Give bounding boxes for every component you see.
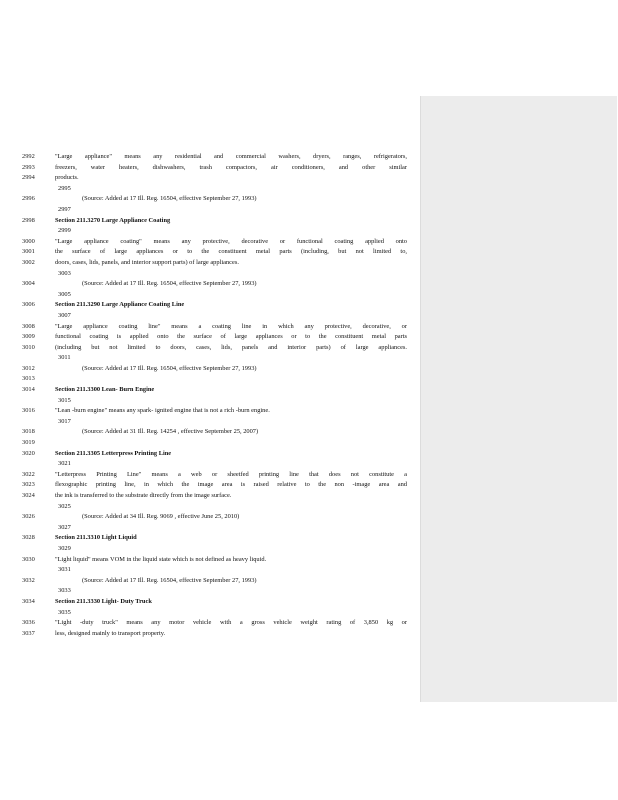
line-text: "Letterpress Printing Line" means a web or sheetfed printing line that does not constitute a bbox=[55, 470, 407, 478]
line-number: 3019 bbox=[22, 439, 35, 447]
document-line bbox=[22, 544, 408, 555]
section-heading: Section 211.3305 Letterpress Printing Line bbox=[55, 449, 172, 457]
line-text: (Source: Added at 17 Ill. Reg. 16504, effective September 27, 1993) bbox=[82, 280, 257, 288]
document-line bbox=[22, 396, 408, 407]
document-line bbox=[22, 353, 408, 364]
line-number: 3001 bbox=[22, 248, 35, 256]
line-text: 3011 bbox=[58, 354, 71, 362]
line-number: 3009 bbox=[22, 333, 35, 341]
document-line bbox=[22, 311, 408, 322]
line-text: less, designed mainly to transport property. bbox=[55, 629, 166, 637]
line-text: (Source: Added at 34 Ill. Reg. 9069 , effective June 25, 2010) bbox=[82, 513, 240, 521]
line-text: (Source: Added at 17 Ill. Reg. 16504, effective September 27, 1993) bbox=[82, 364, 257, 372]
document-line bbox=[22, 279, 408, 290]
line-text: products. bbox=[55, 174, 79, 182]
line-number: 3008 bbox=[22, 322, 35, 330]
document-line bbox=[22, 618, 408, 629]
document-line bbox=[22, 184, 408, 195]
line-text: 3029 bbox=[58, 544, 71, 552]
document-line bbox=[22, 512, 408, 523]
line-text: 3007 bbox=[58, 311, 71, 319]
document-line bbox=[22, 586, 408, 597]
document-line bbox=[22, 576, 408, 587]
line-text: the ink is transferred to the substrate directly from the image surface. bbox=[55, 492, 232, 499]
document-line bbox=[22, 269, 408, 280]
line-number: 3026 bbox=[22, 513, 35, 521]
document-line bbox=[22, 152, 408, 163]
document-line bbox=[22, 163, 408, 174]
line-text: 3033 bbox=[58, 587, 71, 595]
document-line bbox=[22, 237, 408, 248]
line-number: 3030 bbox=[22, 555, 35, 563]
document-line bbox=[22, 565, 408, 576]
line-text: "Large appliance coating" means any protective, decorative or functional coating applied onto bbox=[55, 237, 407, 245]
line-text: 2999 bbox=[58, 227, 71, 235]
line-number: 3022 bbox=[22, 470, 35, 478]
section-heading: Section 211.3310 Light Liquid bbox=[55, 534, 137, 542]
line-text: "Light -duty truck" means any motor vehicle with a gross vehicle weight rating of 3,850 kg or bbox=[55, 619, 407, 627]
document-line bbox=[22, 258, 408, 269]
document-line bbox=[22, 226, 408, 237]
document-line bbox=[22, 343, 408, 354]
line-number: 3036 bbox=[22, 619, 35, 627]
line-text: 3025 bbox=[58, 502, 71, 510]
line-text: 3027 bbox=[58, 523, 71, 531]
section-heading-line bbox=[22, 597, 408, 608]
line-number: 3020 bbox=[22, 449, 35, 457]
document-line bbox=[22, 364, 408, 375]
document-line bbox=[22, 629, 408, 640]
document-line bbox=[22, 555, 408, 566]
line-number: 3002 bbox=[22, 258, 35, 266]
line-number: 2992 bbox=[22, 153, 35, 160]
line-text: "Lean -burn engine" means any spark- ignited engine that is not a rich -burn engine. bbox=[55, 407, 270, 415]
document-line bbox=[22, 406, 408, 417]
document-line bbox=[22, 459, 408, 470]
document-line bbox=[22, 290, 408, 301]
line-text: doors, cases, lids, panels, and interior support parts) of large appliances. bbox=[55, 258, 239, 266]
document-line bbox=[22, 205, 408, 216]
line-number: 3034 bbox=[22, 597, 35, 605]
line-number: 3018 bbox=[22, 428, 35, 436]
line-number: 3004 bbox=[22, 280, 35, 288]
line-number: 3006 bbox=[22, 301, 35, 309]
document-line bbox=[22, 332, 408, 343]
line-text: (Source: Added at 17 Ill. Reg. 16504, effective September 27, 1993) bbox=[82, 195, 257, 203]
line-text: 3005 bbox=[58, 290, 71, 298]
line-number: 2996 bbox=[22, 195, 35, 203]
line-text: 2997 bbox=[58, 205, 71, 213]
document-line bbox=[22, 322, 408, 333]
section-heading-line bbox=[22, 216, 408, 227]
section-heading-line bbox=[22, 385, 408, 396]
line-number: 2993 bbox=[22, 163, 35, 171]
document-line bbox=[22, 523, 408, 534]
document-body bbox=[22, 152, 408, 639]
line-text: "Light liquid" means VOM in the liquid state which is not defined as heavy liquid. bbox=[55, 555, 267, 563]
line-text: 3003 bbox=[58, 269, 71, 277]
line-number: 2994 bbox=[22, 174, 35, 182]
document-line bbox=[22, 173, 408, 184]
document-line bbox=[22, 247, 408, 258]
line-number: 3000 bbox=[22, 237, 35, 245]
line-number: 3016 bbox=[22, 407, 35, 415]
section-heading: Section 211.3330 Light- Duty Truck bbox=[55, 597, 152, 605]
document-line bbox=[22, 470, 408, 481]
line-number: 3023 bbox=[22, 481, 35, 489]
section-heading: Section 211.3290 Large Appliance Coating Line bbox=[55, 301, 185, 309]
section-heading: Section 211.3270 Large Appliance Coating bbox=[55, 216, 171, 224]
document-line bbox=[22, 374, 408, 385]
line-text: "Large appliance" means any residential and commercial washers, dryers, ranges, refrigerators, bbox=[55, 153, 407, 160]
document-line bbox=[22, 480, 408, 491]
line-text: "Large appliance coating line" means a coating line in which any protective, decorative, or bbox=[55, 322, 407, 330]
line-number: 3037 bbox=[22, 629, 35, 637]
line-text: 3031 bbox=[58, 566, 71, 574]
document-line bbox=[22, 194, 408, 205]
line-number: 3032 bbox=[22, 576, 35, 584]
line-text: 3015 bbox=[58, 396, 71, 404]
document-line bbox=[22, 438, 408, 449]
document-line bbox=[22, 608, 408, 619]
line-number: 3014 bbox=[22, 386, 35, 394]
line-number: 3012 bbox=[22, 364, 35, 372]
line-text: (Source: Added at 31 Ill. Reg. 14254 , effective September 25, 2007) bbox=[82, 428, 259, 436]
line-number: 2998 bbox=[22, 216, 35, 224]
line-number: 3013 bbox=[22, 375, 35, 383]
line-text: flexographic printing line, in which the image area is raised relative to the non -image area and bbox=[55, 481, 407, 489]
line-number: 3028 bbox=[22, 534, 35, 542]
line-text: 3017 bbox=[58, 417, 71, 425]
line-number: 3010 bbox=[22, 343, 35, 351]
section-heading-line bbox=[22, 300, 408, 311]
line-text: (including but not limited to doors, cases, lids, panels and interior parts) of large appliances. bbox=[55, 343, 407, 351]
line-text: 3035 bbox=[58, 608, 71, 616]
line-text: (Source: Added at 17 Ill. Reg. 16504, effective September 27, 1993) bbox=[82, 576, 257, 584]
document-line bbox=[22, 417, 408, 428]
document-line bbox=[22, 491, 408, 502]
section-heading: Section 211.3300 Lean- Burn Engine bbox=[55, 386, 155, 394]
line-text: the surface of large appliances or to the constituent metal parts (including, but not limited to, bbox=[55, 248, 407, 256]
line-text: 2995 bbox=[58, 184, 71, 192]
line-number: 3024 bbox=[22, 492, 35, 499]
document-line bbox=[22, 502, 408, 513]
line-text: 3021 bbox=[58, 460, 71, 468]
section-heading-line bbox=[22, 449, 408, 460]
section-heading-line bbox=[22, 533, 408, 544]
document-line bbox=[22, 427, 408, 438]
line-text: functional coating is applied onto the surface of large appliances or to the constituent metal parts bbox=[55, 333, 407, 341]
line-text: freezers, water heaters, dishwashers, trash compactors, air conditioners, and other similar bbox=[55, 163, 407, 171]
comment-pane bbox=[420, 96, 617, 702]
